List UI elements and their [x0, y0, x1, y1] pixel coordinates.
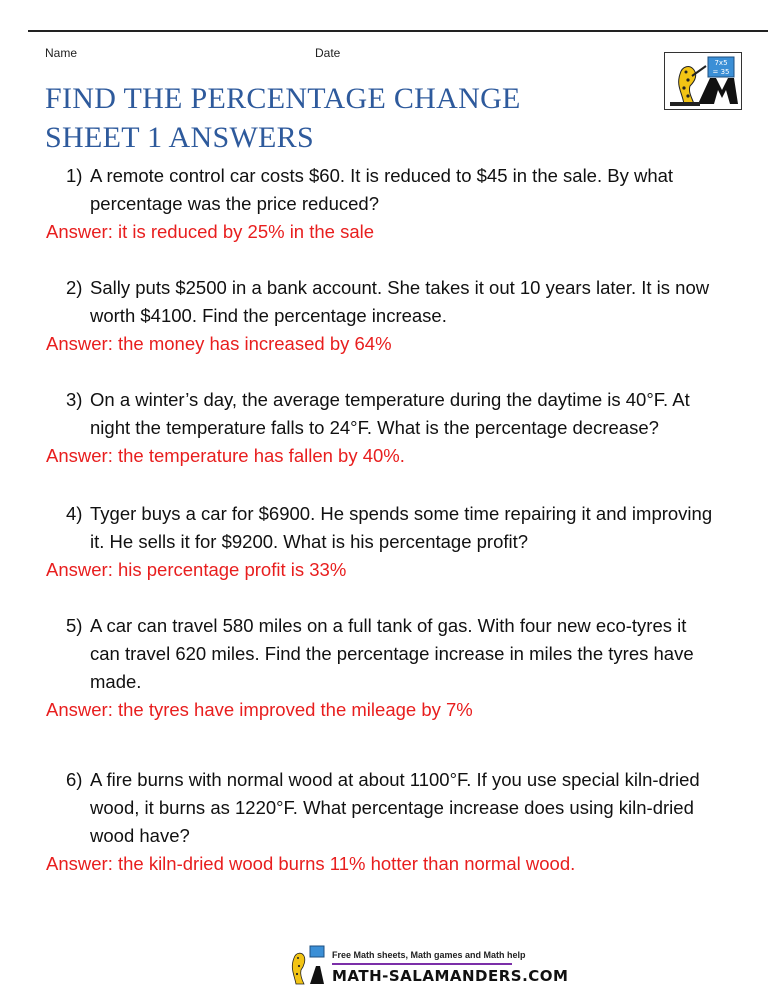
question-3 [66, 386, 716, 442]
question-text: A car can travel 580 miles on a full tank of gas. With four new eco-tyres it can travel 620 miles. Find the percentage increase in miles the tyres have made. [90, 615, 694, 692]
footer-tagline: Free Math sheets, Math games and Math help [332, 950, 526, 960]
header-rule [28, 30, 768, 32]
page-title: FIND THE PERCENTAGE CHANGE [45, 82, 521, 115]
question-number: 2) [66, 277, 83, 298]
question-number: 6) [66, 769, 83, 790]
question-text: A fire burns with normal wood at about 1100°F. If you use special kiln-dried wood, it burns as 1220°F. What percentage increase does using kiln-dried wood have? [90, 769, 700, 846]
question-number: 5) [66, 615, 83, 636]
footer-site-name: MATH-SALAMANDERS.COM [332, 967, 569, 985]
question-1 [66, 162, 716, 218]
answer-1: Answer: it is reduced by 25% in the sale [46, 221, 375, 242]
question-6 [66, 766, 716, 850]
logo-board-text-1: 7x5 [714, 59, 728, 67]
answer-3: Answer: the temperature has fallen by 40%. [46, 445, 405, 466]
answer-2: Answer: the money has increased by 64% [46, 333, 392, 354]
question-number: 3) [66, 389, 83, 410]
question-5 [66, 612, 716, 696]
date-label: Date [315, 46, 341, 60]
question-text: Tyger buys a car for $6900. He spends some time repairing it and improving it. He sells it for $9200. What is his percentage profit? [90, 503, 713, 552]
salamander-footer-icon [288, 944, 328, 986]
question-text: A remote control car costs $60. It is reduced to $45 in the sale. By what percentage was the price reduced? [90, 165, 674, 214]
question-number: 1) [66, 165, 83, 186]
name-label: Name [45, 46, 78, 60]
logo-board-text-2: = 35 [712, 68, 730, 76]
salamander-logo-icon [664, 52, 742, 110]
question-text: On a winter’s day, the average temperature during the daytime is 40°F. At night the temperature falls to 24°F. What is the percentage decrease? [90, 389, 690, 438]
question-2 [66, 274, 716, 330]
question-4 [66, 500, 716, 556]
question-number: 4) [66, 503, 83, 524]
answer-5: Answer: the tyres have improved the mileage by 7% [46, 699, 473, 720]
answer-6: Answer: the kiln-dried wood burns 11% hotter than normal wood. [46, 853, 576, 874]
page-subtitle: SHEET 1 ANSWERS [45, 121, 314, 154]
answer-4: Answer: his percentage profit is 33% [46, 559, 347, 580]
question-text: Sally puts $2500 in a bank account. She takes it out 10 years later. It is now worth $4100. Find the percentage increase. [90, 277, 710, 326]
footer-divider [332, 963, 512, 965]
footer-logo [288, 944, 569, 988]
